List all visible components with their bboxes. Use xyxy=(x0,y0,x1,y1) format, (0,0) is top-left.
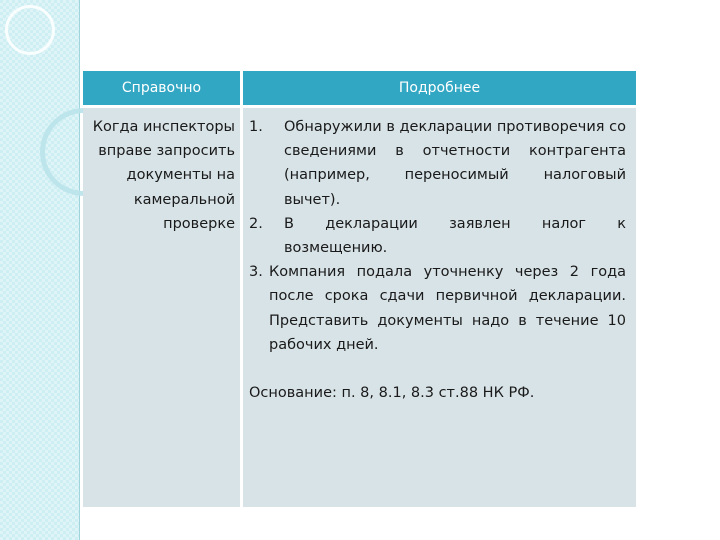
item-text: Компания подала уточненку через 2 года после срока сдачи первичной декларации. Представить документы надо в течение 10 рабочих дней. xyxy=(269,264,626,353)
info-table xyxy=(83,71,636,507)
decorative-side-band xyxy=(0,0,80,540)
side-band-edge xyxy=(79,0,80,540)
table-header xyxy=(83,71,636,105)
header-left-cell: Справочно xyxy=(121,80,202,96)
item-number: 2. xyxy=(249,215,263,232)
column-divider xyxy=(240,108,243,507)
legal-basis-text: Основание: п. 8, 8.1, 8.3 ст.88 НК РФ. xyxy=(249,385,535,402)
header-separator xyxy=(83,105,636,108)
item-text: В декларации заявлен налог к возмещению. xyxy=(284,215,626,257)
decorative-ring xyxy=(5,5,55,55)
item-number: 3. xyxy=(249,264,263,281)
list-item xyxy=(249,260,626,357)
list-item xyxy=(249,212,626,260)
header-right-cell: Подробнее xyxy=(398,80,481,96)
list-item xyxy=(249,115,626,212)
right-body-cell xyxy=(249,115,626,405)
item-number: 1. xyxy=(249,119,263,135)
left-body-cell: Когда инспекторы вправе запросить документы на камеральной проверке xyxy=(92,119,235,232)
item-text: Обнаружили в декларации противоречия со сведениями в отчетности контрагента (например, переносимый налоговый вычет). xyxy=(284,119,626,208)
